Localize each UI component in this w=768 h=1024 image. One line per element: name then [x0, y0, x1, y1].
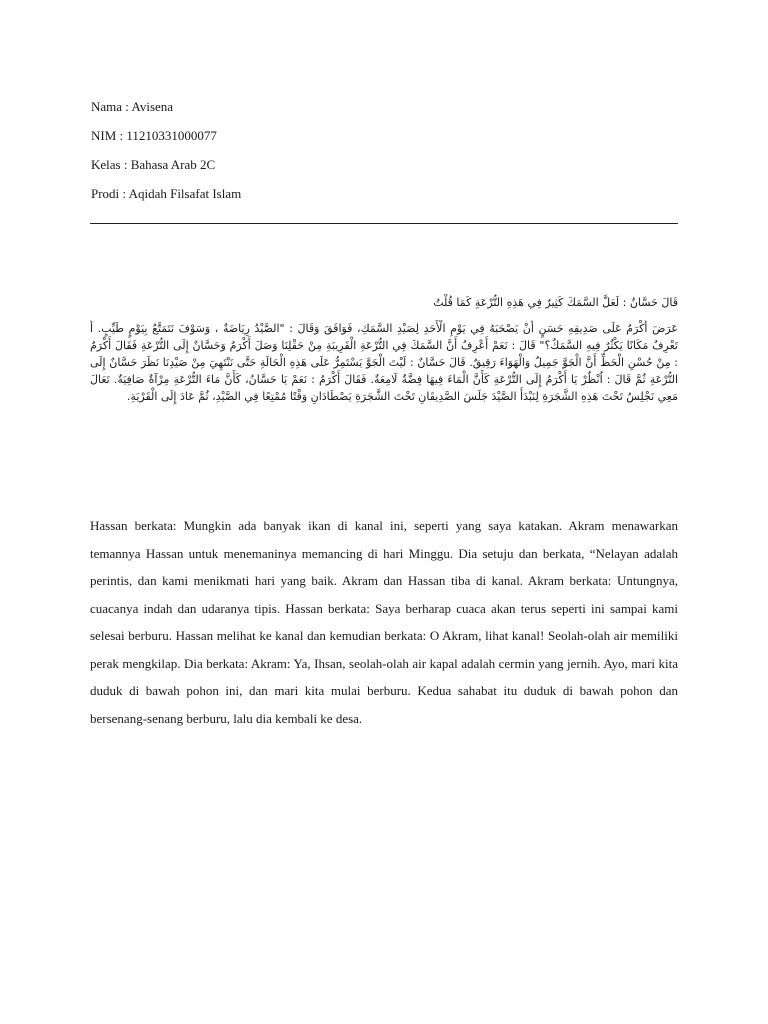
arabic-title: قَالَ حَسَّانٌ : لَعَلَّ السَّمَكَ كَثِيرٌ فِي هَذِهِ التُّرْعَةِ كَمَا قُلْتُ	[433, 296, 678, 309]
translation-paragraph: Hassan berkata: Mungkin ada banyak ikan di kanal ini, seperti yang saya katakan. Akram menawarkan temannya Hassan untuk menemaninya memancing di hari Minggu. Dia setuju dan berkata, “Nelayan adalah perintis, dan kami menikmati hari yang baik. Akram dan Hassan tiba di kanal. Akram berkata: Untungnya, cuacanya indah dan udaranya tipis. Hassan berkata: Saya berharap cuaca akan terus seperti ini sampai kami selesai berburu. Hassan melihat ke kanal dan kemudian berkata: O Akram, lihat kanal! Seolah-olah air memiliki perak mengkilap. Dia berkata: Akram: Ya, Ihsan, seolah-olah air kapal adalah cermin yang jernih. Ayo, mari kita duduk di bawah pohon ini, dan mari kita mulai berburu. Kedua sahabat itu duduk di bawah pohon dan bersenang-senang berburu, lalu dia kembali ke desa.	[90, 518, 678, 726]
student-name: Nama : Avisena	[91, 99, 174, 114]
arabic-paragraph: عَرَضَ أَكْرَمُ عَلَى صَدِيقِهِ حَسَنٍ أَنْ يَصْحَبَهُ فِي يَوْمِ الْأَحَدِ لِصَيْدِ السَّمَكِ، فَوَافَقَ وَقَالَ : "الصَّيْدُ رِيَاضَةٌ ، وَسَوْفَ نَتَمَتَّعُ بِيَوْمٍ طَيِّبٍ. أَ تَعْرِفُ مَكَانًا يَكْثُرُ فِيهِ السَّمَكُ؟" قَالَ : نَعَمْ أَعْرِفُ أَنَّ السَّمَكَ فِي التُّرْعَةِ الْقَرِيبَةِ مِنْ حَقْلِنَا وَصَلَ أَكْرَمُ وَحَسَّانٌ إِلَى التُّرْعَةِ فَقَالَ أَكْرَمُ : مِنْ حُسْنِ الْحَظِّ أَنَّ الْجَوَّ جَمِيلٌ وَالْهَوَاءَ رَقِيقٌ. قَالَ حَسَّانٌ : لَيْتَ الْجَوَّ يَسْتَمِرُّ عَلَى هَذِهِ الْحَالَةِ حَتَّى نَنْتَهِيَ مِنْ صَيْدِنَا نَظَرَ حَسَّانٌ إِلَى التُّرْعَةِ ثُمَّ قَالَ : اُنْظُرْ يَا أَكْرَمُ إِلَى التُّرْعَةِ كَأَنَّ الْمَاءَ فِيهَا فِضَّةٌ لَامِعَةٌ. فَقَالَ أَكْرَمُ : نَعَمْ يَا حَسَّانُ، كَأَنَّ مَاءَ التُّرْعَةِ مِرْآةٌ صَافِيَةٌ. تَعَالَ مَعِي نَجْلِسُ تَحْتَ هَذِهِ الشَّجَرَةِ لِنَبْدَأَ الصَّيْدَ جَلَسَ الصَّدِيقَانِ تَحْتَ الشَّجَرَةِ يَصْطَادَانِ وَقْتًا مُمْتِعًا فِي الصَّيْدِ، ثُمَّ عَادَ إِلَى الْقَرْيَةِ.	[90, 322, 678, 403]
horizontal-divider	[90, 223, 678, 224]
student-info	[91, 92, 241, 208]
student-class: Kelas : Bahasa Arab 2C	[91, 157, 216, 172]
student-program: Prodi : Aqidah Filsafat Islam	[91, 186, 242, 201]
student-nim: NIM : 11210331000077	[91, 128, 217, 143]
